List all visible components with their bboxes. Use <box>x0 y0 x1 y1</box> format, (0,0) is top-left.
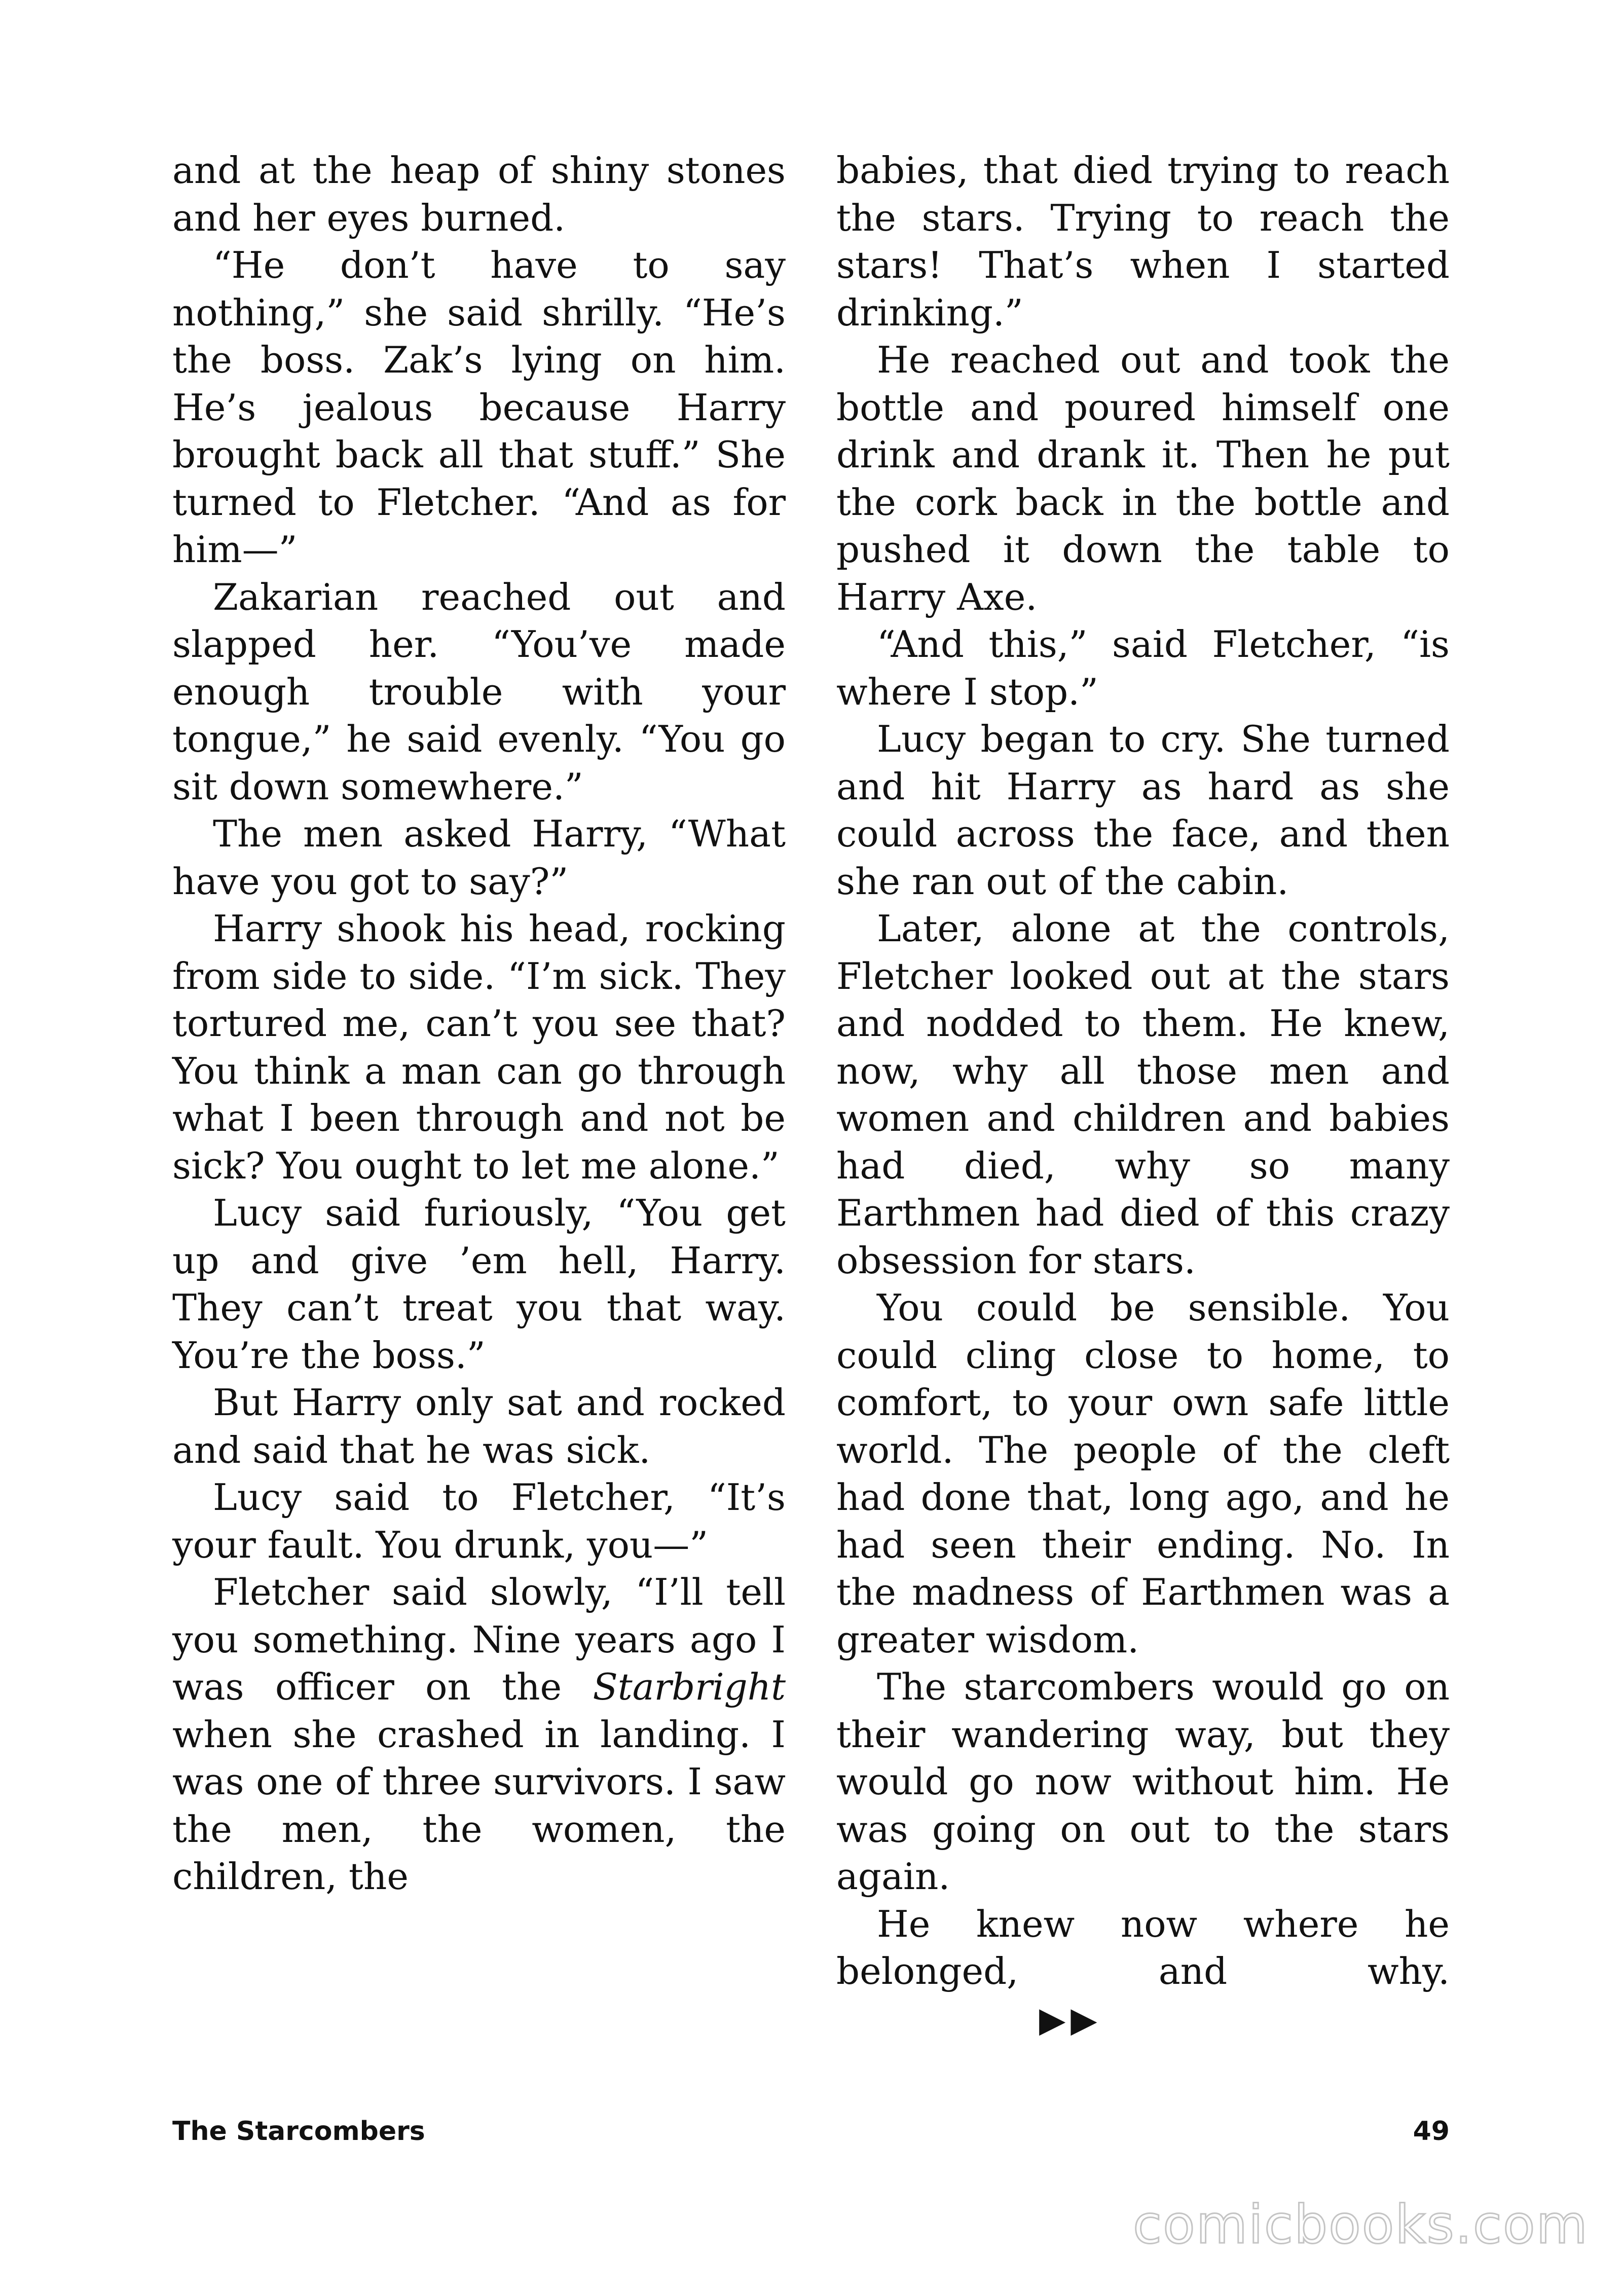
paragraph-text: He knew now where he belonged, and why. <box>836 1902 1450 1992</box>
paragraph: But Harry only sat and rocked and said that he was sick. <box>172 1381 786 1471</box>
paragraph: Lucy said to Fletcher, “It’s your fault. You drunk, you—” <box>172 1476 786 1566</box>
paragraph: He reached out and took the bottle and poured himself one drink and drank it. Then he put the cork back in the bottle and pushed it down the table to Harry Axe. <box>836 339 1450 618</box>
paragraph: “And this,” said Fletcher, “is where I stop.” <box>836 623 1450 713</box>
paragraph <box>172 1569 786 1901</box>
end-of-story-arrows-icon: ▶▶ <box>1039 2000 1102 2040</box>
story-title: The Starcombers <box>172 2116 425 2147</box>
paragraph-text: Fletcher said slowly, “I’ll tell you something. Nine years ago I was officer on the <box>172 1571 786 1708</box>
paragraph: Lucy began to cry. She turned and hit Harry as hard as she could across the face, and then she ran out of the cabin. <box>836 718 1450 903</box>
ship-name: Starbright <box>593 1666 786 1708</box>
page-footer <box>172 2116 1450 2147</box>
paragraph: “He don’t have to say nothing,” she said shrilly. “He’s the boss. Zak’s lying on him. He’s jealous because Harry brought back all that stuff.” She turned to Fletcher. “And as for him—” <box>172 244 786 571</box>
paragraph: The men asked Harry, “What have you got to say?” <box>172 812 786 903</box>
paragraph: You could be sensible. You could cling close to home, to comfort, to your own safe little world. The people of the cleft had done that, long ago, and he had seen their ending. No. In the madness of Earthmen was a greater wisdom. <box>836 1286 1450 1661</box>
paragraph: babies, that died trying to reach the stars. Trying to reach the stars! That’s when I started drinking.” <box>836 149 1450 334</box>
right-column <box>836 147 1450 2044</box>
page-number: 49 <box>1413 2116 1450 2147</box>
paragraph-text: when she crashed in landing. I was one of three survivors. I saw the men, the women, the children, the <box>172 1713 786 1898</box>
paragraph: Harry shook his head, rocking from side to side. “I’m sick. They tortured me, can’t you see that? You think a man can go through what I been through and not be sick? You ought to let me alone.” <box>172 907 786 1187</box>
paragraph: Later, alone at the controls, Fletcher looked out at the stars and nodded to them. He knew, now, why all those men and women and children and babies had died, why so many Earthmen had died of this crazy obsession for stars. <box>836 907 1450 1282</box>
paragraph: The starcombers would go on their wandering way, but they would go now without him. He was going on out to the stars again. <box>836 1666 1450 1898</box>
paragraph: and at the heap of shiny stones and her eyes burned. <box>172 149 786 239</box>
paragraph: Zakarian reached out and slapped her. “You’ve made enough trouble with your tongue,” he said evenly. “You go sit down somewhere.” <box>172 575 786 808</box>
left-column <box>172 147 786 1901</box>
final-paragraph <box>836 1901 1450 2044</box>
paragraph: Lucy said furiously, “You get up and give ’em hell, Harry. They can’t treat you that way. You’re the boss.” <box>172 1192 786 1377</box>
site-watermark: comicbooks.com <box>1132 2194 1589 2256</box>
